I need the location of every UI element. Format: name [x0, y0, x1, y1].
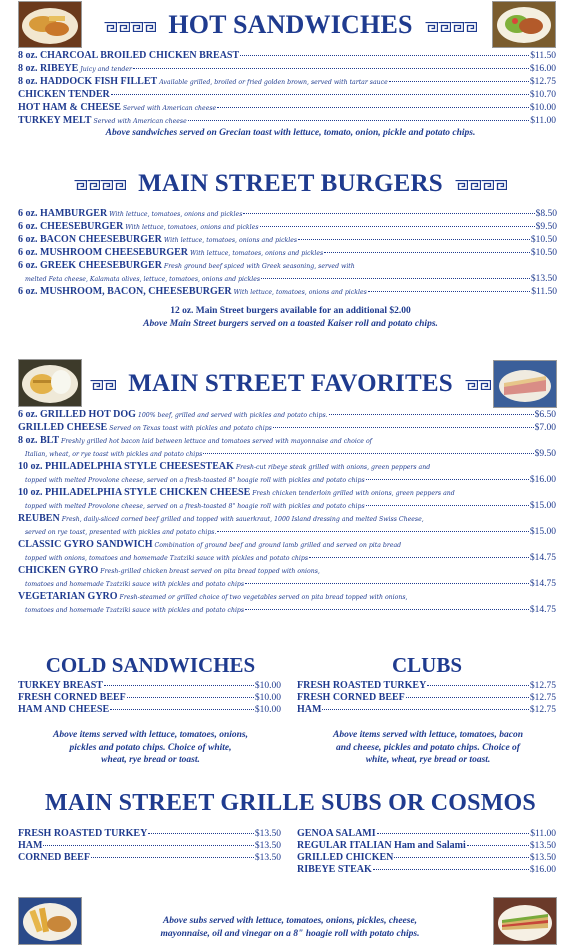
- item-price: $7.00: [534, 423, 556, 433]
- dot-leader: [406, 697, 529, 698]
- item-price: $10.00: [529, 103, 556, 113]
- item-price: $13.50: [529, 841, 556, 851]
- item-name: GRILLED CHEESE: [18, 422, 108, 433]
- dot-leader: [203, 453, 533, 454]
- item-description-continued: served on rye toast, presented with pickles and potato chips.: [25, 529, 217, 536]
- menu-item-row: [18, 828, 281, 840]
- item-name: CLASSIC GYRO SANDWICH: [18, 539, 153, 550]
- item-name: 6 oz. GRILLED HOT DOG: [18, 409, 136, 420]
- item-name: 6 oz. MUSHROOM CHEESEBURGER: [18, 247, 189, 258]
- item-description: Served with American cheese: [93, 118, 187, 125]
- dot-leader: [245, 583, 529, 584]
- item-price: $12.75: [529, 693, 556, 703]
- dot-leader: [111, 94, 529, 95]
- menu-item-row: [297, 680, 556, 692]
- greek-key-icon: [74, 179, 126, 191]
- dot-leader: [104, 685, 254, 686]
- dot-leader: [240, 55, 529, 56]
- item-price: $8.50: [535, 209, 557, 219]
- item-description-continued: Italian, wheat, or rye toast with pickles and potato chips: [25, 451, 203, 458]
- item-name: REUBEN: [18, 513, 60, 524]
- item-description: Freshly grilled hot bacon laid between lettuce and tomatoes served with mayonnaise and choice of: [61, 438, 372, 445]
- dot-leader: [309, 557, 529, 558]
- item-name: 10 oz. PHILADELPHIA STYLE CHICKEN CHEESE: [18, 487, 251, 498]
- item-price: $15.00: [529, 527, 556, 537]
- item-description: Fresh, daily-sliced corned beef grilled and topped with sauerkraut, 1000 Island dressing and melted Swiss Cheese,: [61, 516, 424, 523]
- menu-item-row: [18, 704, 281, 716]
- burgers-note-served: Above Main Street burgers served on a toasted Kaiser roll and potato chips.: [143, 319, 438, 329]
- item-description: Served on Texas toast with pickles and potato chips: [109, 425, 272, 432]
- item-name: RIBEYE STEAK: [297, 864, 372, 875]
- item-description: With lettuce, tomatoes, onions and pickles: [190, 250, 324, 257]
- item-price: $14.75: [529, 579, 556, 589]
- menu-item-row: [18, 76, 556, 89]
- dot-leader: [91, 857, 254, 858]
- hot-sandwiches-heading: [0, 9, 581, 41]
- menu-item-row: [297, 704, 556, 716]
- item-name: FRESH CORNED BEEF: [18, 692, 126, 703]
- dot-leader: [127, 697, 254, 698]
- menu-item-continuation: [25, 526, 556, 539]
- item-description: Fresh ground beef spiced with Greek seasoning, served with: [163, 263, 355, 270]
- menu-item-continuation: [25, 273, 557, 286]
- menu-item-row: [18, 208, 557, 221]
- item-description: With lettuce, tomatoes, onions and pickles: [125, 224, 259, 231]
- dot-leader: [217, 531, 528, 532]
- item-description: With lettuce, tomatoes, onions and pickles: [233, 289, 367, 296]
- item-price: $16.00: [529, 64, 556, 74]
- burgers-heading: [0, 169, 581, 199]
- menu-item-row: [18, 50, 556, 62]
- menu-item-row: [18, 513, 556, 526]
- subs-note: Above subs served with lettuce, tomatoes, onions, pickles, cheese, mayonnaise, oil and vinegar on a 8" hoagie roll with potato chips.: [160, 916, 420, 939]
- item-description: With lettuce, tomatoes, onions and pickles: [109, 211, 243, 218]
- dot-leader: [427, 685, 529, 686]
- menu-item-continuation: [25, 500, 556, 513]
- menu-item-row: [297, 852, 556, 864]
- item-price: $9.50: [534, 449, 556, 459]
- item-name: HAM: [297, 704, 322, 715]
- item-name: HAM: [18, 840, 43, 851]
- item-description: Fresh-cut ribeye steak grilled with onions, green peppers and: [235, 464, 431, 471]
- menu-item-row: [297, 828, 556, 840]
- item-price: $14.75: [529, 605, 556, 615]
- dot-leader: [394, 857, 528, 858]
- item-description-continued: melted Feta cheese, Kalamata olives, lettuce, tomatoes, onions and pickles: [25, 276, 261, 283]
- dot-leader: [133, 68, 529, 69]
- item-description-continued: topped with melted Provolone cheese, served on a fresh-toasted 8" hoagie roll with pickles and potato chips: [25, 503, 365, 510]
- menu-item-row: [18, 487, 556, 500]
- item-price: $16.00: [529, 865, 556, 875]
- menu-item-row: [297, 864, 556, 876]
- greek-key-icon: [425, 21, 477, 33]
- clubs-heading: CLUBS: [391, 653, 463, 677]
- dot-leader: [329, 414, 534, 415]
- favorites-heading: [0, 369, 581, 399]
- menu-item-row: [297, 840, 556, 852]
- menu-item-continuation: [25, 578, 556, 591]
- menu-item-continuation: [25, 552, 556, 565]
- item-name: VEGETARIAN GYRO: [18, 591, 118, 602]
- item-description: Fresh-steamed or grilled choice of two vegetables served on pita bread topped with onions,: [119, 594, 408, 601]
- menu-item-row: [18, 89, 556, 101]
- item-name: 8 oz. RIBEYE: [18, 63, 79, 74]
- item-description: Combination of ground beef and ground lamb grilled and served on pita bread: [154, 542, 402, 549]
- item-description: Fresh-grilled chicken breast served on pita bread topped with onions,: [100, 568, 320, 575]
- dot-leader: [260, 226, 535, 227]
- menu-item-row: [18, 409, 556, 422]
- item-price: $6.50: [534, 410, 556, 420]
- item-name: CORNED BEEF: [18, 852, 90, 863]
- menu-item-row: [18, 435, 556, 448]
- dot-leader: [43, 845, 253, 846]
- item-name: CHICKEN GYRO: [18, 565, 99, 576]
- item-name: 8 oz. CHARCOAL BROILED CHICKEN BREAST: [18, 50, 240, 61]
- dot-leader: [324, 252, 530, 253]
- section-title: MAIN STREET FAVORITES: [128, 370, 453, 397]
- item-price: $10.50: [530, 235, 557, 245]
- item-price: $11.50: [531, 287, 557, 297]
- item-price: $11.00: [530, 116, 556, 126]
- item-description: Fresh chicken tenderloin grilled with onions, green peppers and: [252, 490, 455, 497]
- item-price: $10.70: [529, 90, 556, 100]
- greek-key-icon: [90, 379, 116, 391]
- item-price: $15.00: [529, 501, 556, 511]
- dot-leader: [373, 869, 529, 870]
- item-price: $11.50: [530, 51, 556, 61]
- item-price: $9.50: [535, 222, 557, 232]
- menu-item-row: [18, 539, 556, 552]
- item-name: 10 oz. PHILADELPHIA STYLE CHEESESTEAK: [18, 461, 234, 472]
- section-title: MAIN STREET BURGERS: [138, 170, 443, 197]
- item-name: 6 oz. CHEESEBURGER: [18, 221, 124, 232]
- burgers-note-size: 12 oz. Main Street burgers available for an additional $2.00: [170, 306, 411, 316]
- item-price: $16.00: [529, 475, 556, 485]
- item-name: HAM AND CHEESE: [18, 704, 110, 715]
- dot-leader: [389, 81, 529, 82]
- item-price: $13.50: [530, 274, 557, 284]
- menu-item-row: [18, 692, 281, 704]
- item-price: $12.75: [529, 681, 556, 691]
- dot-leader: [366, 479, 529, 480]
- subs-photo-right: [493, 897, 557, 945]
- menu-item-continuation: [25, 604, 556, 617]
- item-price: $10.00: [254, 693, 281, 703]
- menu-item-row: [18, 234, 557, 247]
- dot-leader: [366, 505, 529, 506]
- greek-key-icon: [104, 21, 156, 33]
- item-description: Juicy and tender: [80, 66, 132, 73]
- dot-leader: [368, 291, 530, 292]
- dot-leader: [110, 709, 254, 710]
- item-name: 6 oz. BACON CHEESEBURGER: [18, 234, 162, 245]
- item-price: $13.50: [254, 853, 281, 863]
- menu-item-row: [18, 63, 556, 76]
- item-name: GENOA SALAMI: [297, 828, 376, 839]
- item-description-continued: topped with onions, tomatoes and homemade Tzatziki sauce with pickles and potato chips: [25, 555, 309, 562]
- menu-item-continuation: [25, 448, 556, 461]
- dot-leader: [377, 833, 530, 834]
- subs-photo-left: [18, 897, 82, 945]
- dot-leader: [322, 709, 528, 710]
- dot-leader: [148, 833, 254, 834]
- item-name: GRILLED CHICKEN: [297, 852, 394, 863]
- menu-item-row: [297, 692, 556, 704]
- dot-leader: [217, 107, 529, 108]
- menu-item-row: [18, 260, 557, 273]
- item-name: 8 oz. HADDOCK FISH FILLET: [18, 76, 158, 87]
- item-price: $10.00: [254, 681, 281, 691]
- item-name: CHICKEN TENDER: [18, 89, 110, 100]
- dot-leader: [243, 213, 534, 214]
- menu-item-row: [18, 286, 557, 299]
- item-price: $12.75: [529, 77, 556, 87]
- item-price: $14.75: [529, 553, 556, 563]
- item-description: With lettuce, tomatoes, onions and pickles: [163, 237, 298, 244]
- greek-key-icon: [465, 379, 491, 391]
- dot-leader: [273, 427, 534, 428]
- menu-item-row: [18, 565, 556, 578]
- item-description: 100% beef, grilled and served with pickles and potato chips.: [137, 412, 328, 419]
- item-price: $11.00: [530, 829, 556, 839]
- cold-sandwiches-heading: COLD SANDWICHES: [45, 653, 256, 677]
- item-description: Available grilled, broiled or fried golden brown, served with tartar sauce: [159, 79, 388, 86]
- menu-item-row: [18, 102, 556, 115]
- dot-leader: [188, 120, 529, 121]
- dot-leader: [467, 845, 529, 846]
- item-name: FRESH CORNED BEEF: [297, 692, 405, 703]
- item-price: $13.50: [254, 841, 281, 851]
- item-name: HOT HAM & CHEESE: [18, 102, 121, 113]
- item-price: $13.50: [254, 829, 281, 839]
- subs-heading: MAIN STREET GRILLE SUBS OR COSMOS: [45, 790, 536, 816]
- dot-leader: [298, 239, 530, 240]
- item-name: TURKEY MELT: [18, 115, 92, 126]
- item-name: 8 oz. BLT: [18, 435, 60, 446]
- item-description-continued: tomatoes and homemade Tzatziki sauce with pickles and potato chips: [25, 581, 245, 588]
- item-description: Served with American cheese: [122, 105, 217, 112]
- cold-sandwiches-note: Above items served with lettuce, tomatoes, onions, pickles and potato chips. Choice of white, wheat, rye bread or toast.: [52, 730, 248, 765]
- section-title: HOT SANDWICHES: [168, 10, 413, 39]
- menu-item-row: [18, 680, 281, 692]
- item-description-continued: tomatoes and homemade Tzatziki sauce with pickles and potato chips: [25, 607, 245, 614]
- item-name: REGULAR ITALIAN Ham and Salami: [297, 840, 466, 851]
- item-name: 6 oz. GREEK CHEESEBURGER: [18, 260, 162, 271]
- item-name: FRESH ROASTED TURKEY: [18, 828, 148, 839]
- item-price: $12.75: [529, 705, 556, 715]
- item-price: $13.50: [529, 853, 556, 863]
- menu-item-row: [18, 247, 557, 260]
- menu-item-row: [18, 852, 281, 864]
- item-name: 6 oz. MUSHROOM, BACON, CHEESEBURGER: [18, 286, 232, 297]
- greek-key-icon: [455, 179, 507, 191]
- clubs-note: Above items served with lettuce, tomatoes, bacon and cheese, pickles and potato chips. Choice of white, wheat, rye bread or toast.: [333, 730, 523, 765]
- menu-item-continuation: [25, 474, 556, 487]
- hot-sandwiches-note: Above sandwiches served on Grecian toast with lettuce, tomato, onion, pickle and potato chips.: [105, 128, 476, 138]
- dot-leader: [261, 278, 530, 279]
- item-price: $10.50: [530, 248, 557, 258]
- item-name: 6 oz. HAMBURGER: [18, 208, 108, 219]
- item-name: TURKEY BREAST: [18, 680, 103, 691]
- menu-item-row: [18, 840, 281, 852]
- menu-item-row: [18, 591, 556, 604]
- menu-item-row: [18, 422, 556, 435]
- item-description-continued: topped with melted Provolone cheese, served on a fresh-toasted 8" hoagie roll with pickles and potato chips: [25, 477, 365, 484]
- dot-leader: [245, 609, 529, 610]
- item-name: FRESH ROASTED TURKEY: [297, 680, 427, 691]
- item-price: $10.00: [254, 705, 281, 715]
- menu-item-row: [18, 461, 556, 474]
- menu-item-row: [18, 221, 557, 234]
